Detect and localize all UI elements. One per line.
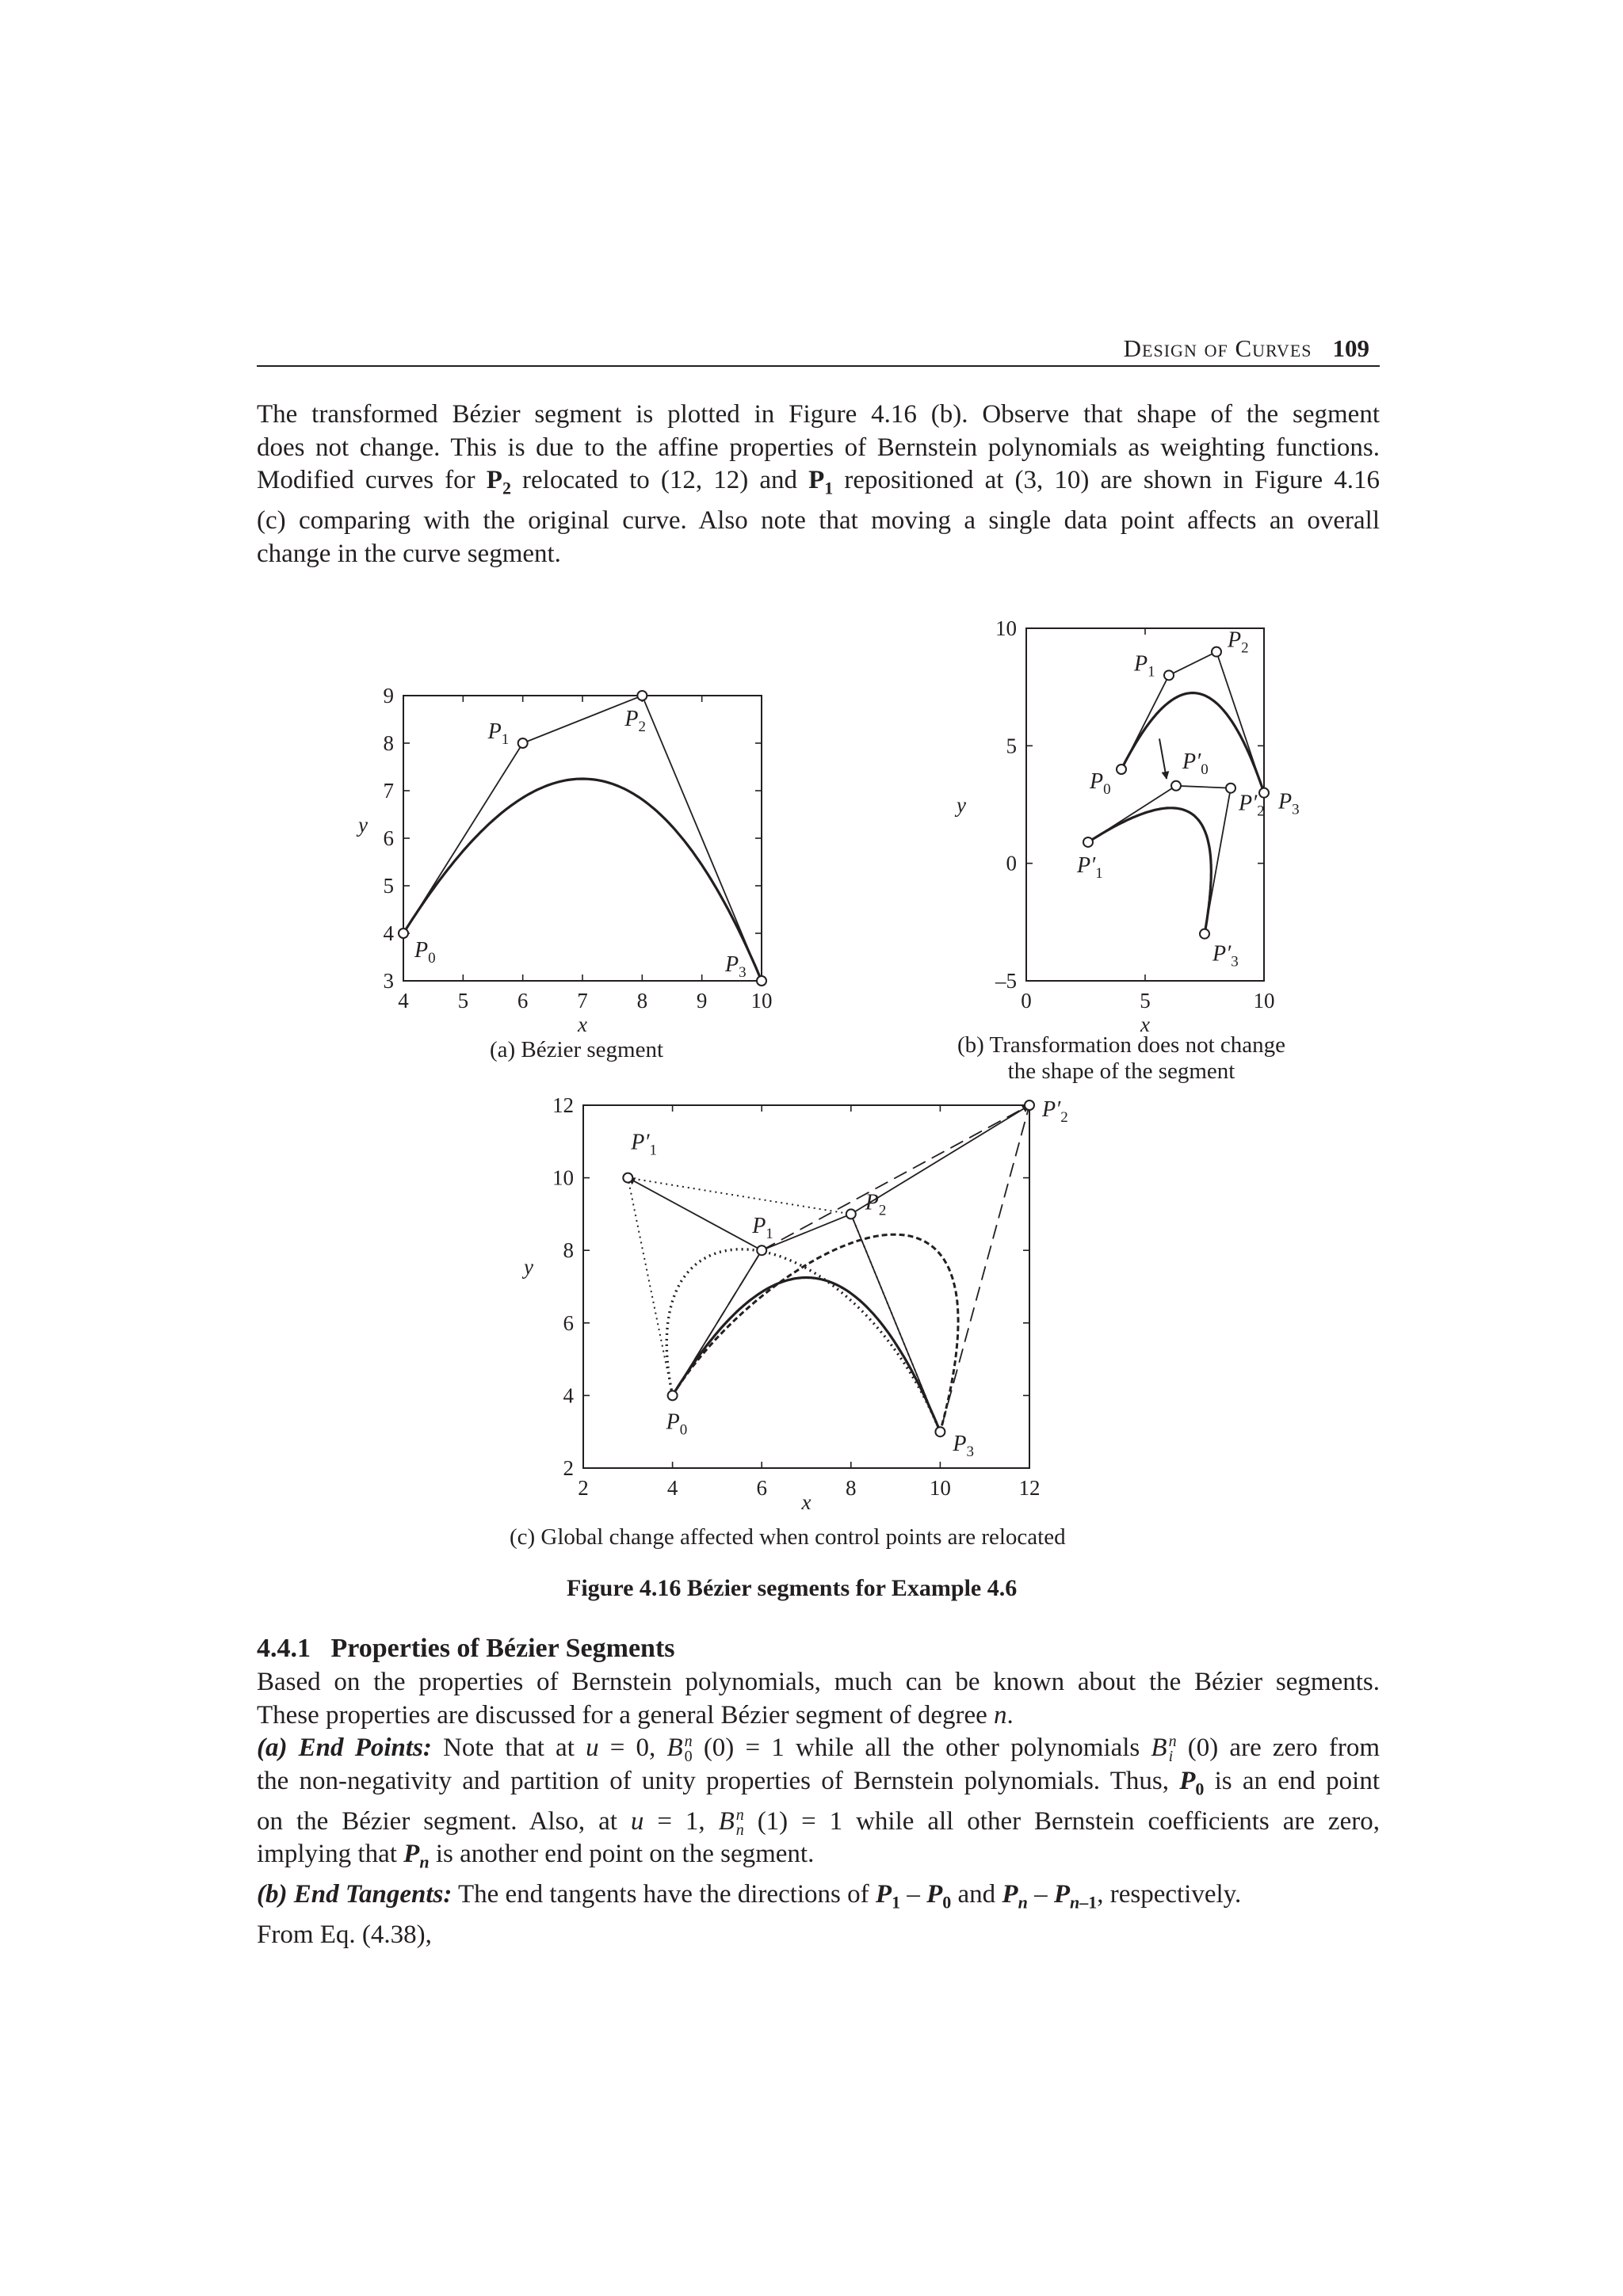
control-point-label: $P_1$	[487, 719, 510, 748]
intro-line: change in the curve segment.	[257, 539, 561, 568]
x-tick-label: 10	[929, 1476, 951, 1500]
control-point-marker	[846, 1209, 856, 1219]
control-point-label: $P_3$	[725, 952, 747, 981]
x-tick-label: 0	[1021, 989, 1032, 1013]
y-tick-label: 8	[563, 1238, 574, 1263]
control-point-label: $P_2$	[624, 707, 646, 735]
control-point-marker	[399, 929, 408, 938]
control-point-label: $P'_1$	[631, 1130, 658, 1159]
control-point-marker	[518, 738, 528, 748]
caption-b-line1: (b) Transformation does not change	[957, 1032, 1285, 1058]
body-line: the non-negativity and partition of unity properties of Bernstein polynomials. Thus, $P_0$ is an end point	[257, 1766, 1380, 1799]
control-point-marker	[623, 1173, 632, 1183]
body-line: These properties are discussed for a general Bézier segment of degree n.	[257, 1700, 1014, 1730]
body-line: From Eq. (4.38),	[257, 1920, 432, 1950]
control-point-label: $P'_2$	[1239, 791, 1265, 820]
y-tick-label: 6	[383, 826, 394, 850]
control-point-marker	[1164, 670, 1174, 680]
series-original-curve	[673, 1278, 941, 1432]
y-tick-label: 6	[563, 1310, 574, 1335]
series-transformed-curve	[1088, 808, 1211, 934]
intro-line: (c) comparing with the original curve. Also note that moving a single data point affects an overall	[257, 506, 1380, 536]
text-run: Modified curves for	[257, 466, 487, 494]
chart-b	[954, 616, 1300, 1036]
chart-a	[356, 684, 772, 1036]
y-tick-label: –5	[995, 969, 1017, 993]
series-original-polygon	[673, 1214, 941, 1432]
x-axis-label: x	[578, 1013, 587, 1036]
intro-line: does not change. This is due to the affine properties of Bernstein polynomials as weighting functions.	[257, 433, 1380, 462]
section-heading	[257, 1634, 675, 1664]
y-tick-label: 12	[552, 1093, 574, 1117]
y-tick-label: 5	[383, 874, 394, 898]
y-tick-label: 4	[383, 921, 394, 945]
running-title: Design of Curves	[1123, 334, 1312, 362]
x-tick-label: 6	[756, 1476, 767, 1500]
section-title: Properties of Bézier Segments	[330, 1634, 675, 1663]
control-point-marker	[1117, 765, 1126, 774]
control-point-marker	[757, 976, 766, 986]
end-points-label: (a) End Points:	[257, 1733, 432, 1762]
y-tick-label: 10	[995, 616, 1017, 640]
y-tick-label: 3	[383, 969, 394, 993]
body-line: implying that $P_n$ is another end point on the segment.	[257, 1840, 815, 1872]
point-p2: $P_2$	[486, 466, 511, 498]
control-point-marker	[1025, 1100, 1034, 1110]
page-number: 109	[1332, 334, 1369, 362]
y-tick-label: 7	[383, 779, 394, 803]
control-point-marker	[637, 691, 647, 700]
y-tick-label: 10	[552, 1165, 574, 1190]
control-point-label: $P'_0$	[1182, 749, 1209, 778]
control-point-marker	[757, 1245, 766, 1255]
control-point-label: $P_1$	[1134, 651, 1155, 681]
y-axis-label: y	[957, 793, 966, 817]
y-axis-label: y	[524, 1255, 533, 1279]
control-point-label: $P_0$	[1090, 769, 1111, 798]
control-point-marker	[1212, 647, 1221, 657]
series-original-curve	[1121, 693, 1264, 793]
text-run: repositioned at (3, 10) are shown in Figure 4.16	[833, 466, 1380, 494]
body-line: on the Bézier segment. Also, at u = 1, B n n (1) = 1 while all other Bernstein coefficients are zero,	[257, 1806, 1380, 1840]
body-text	[257, 1666, 1380, 1952]
end-points-line: (a) End Points: Note that at u = 0, B n 0 (0) = 1 while all the other polynomials B n i (0) are zero from	[257, 1733, 1380, 1766]
x-tick-label: 8	[846, 1476, 857, 1500]
caption-a: (a) Bézier segment	[490, 1037, 664, 1062]
x-tick-label: 4	[398, 989, 409, 1013]
intro-line: The transformed Bézier segment is plotted in Figure 4.16 (b). Observe that shape of the segment	[257, 400, 1380, 429]
control-point-marker	[1171, 781, 1181, 791]
control-point-label: $P_2$	[865, 1190, 887, 1219]
body-line: Based on the properties of Bernstein polynomials, much can be known about the Bézier segments.	[257, 1668, 1380, 1696]
control-point-marker	[668, 1390, 678, 1400]
x-tick-label: 7	[577, 989, 588, 1013]
control-point-label: $P_2$	[1228, 627, 1249, 657]
control-point-marker	[935, 1427, 945, 1436]
y-axis-label: y	[358, 813, 368, 837]
x-tick-label: 2	[578, 1476, 589, 1500]
x-tick-label: 10	[1253, 989, 1275, 1013]
x-tick-label: 9	[696, 989, 708, 1013]
figure-title: Figure 4.16 Bézier segments for Example 4.6	[567, 1575, 1018, 1601]
y-tick-label: 9	[383, 684, 394, 707]
y-tick-label: 8	[383, 731, 394, 755]
x-axis-label: x	[1140, 1013, 1150, 1036]
x-tick-label: 12	[1018, 1476, 1041, 1500]
plot-frame	[403, 696, 762, 981]
series-p2-relocated-polygon	[673, 1105, 1029, 1432]
control-point-marker	[1226, 784, 1235, 793]
series-p1-move	[628, 1178, 762, 1251]
caption-b	[955, 1032, 1288, 1085]
x-tick-label: 6	[517, 989, 529, 1013]
x-tick-label: 8	[636, 989, 648, 1013]
x-tick-label: 5	[1140, 989, 1151, 1013]
control-point-label: $P'_3$	[1212, 941, 1239, 971]
y-tick-label: 2	[563, 1456, 574, 1480]
x-tick-label: 4	[666, 1476, 678, 1500]
control-point-label: $P_0$	[414, 938, 436, 967]
x-tick-label: 10	[750, 989, 773, 1013]
point-p1: $P_1$	[808, 466, 834, 498]
control-point-label: $P'_2$	[1042, 1097, 1068, 1126]
section-number: 4.4.1	[257, 1634, 311, 1663]
caption-c: (c) Global change affected when control points are relocated	[510, 1524, 1066, 1550]
y-tick-label: 5	[1006, 734, 1017, 758]
y-tick-label: 0	[1006, 851, 1017, 875]
control-point-label: $P'_1$	[1077, 852, 1103, 882]
transform-arrow	[1159, 738, 1167, 778]
series-b-zier-curve	[403, 779, 762, 981]
x-axis-label: x	[801, 1490, 812, 1514]
y-tick-label: 4	[563, 1383, 574, 1408]
control-point-label: $P_3$	[1278, 789, 1300, 818]
text-run: relocated to (12, 12) and	[510, 466, 809, 494]
end-tangents-label: (b) End Tangents:	[257, 1880, 453, 1909]
control-point-label: $P_1$	[752, 1214, 773, 1243]
control-point-marker	[1083, 837, 1093, 847]
caption-b-line2: the shape of the segment	[1007, 1058, 1235, 1084]
control-point-marker	[1200, 929, 1209, 939]
end-tangents-line: (b) End Tangents: The end tangents have the directions of $P_1 - P_0$ and $P_n - P_{n-1}$, respectively.	[257, 1880, 1242, 1913]
x-tick-label: 5	[457, 989, 469, 1013]
control-point-label: $P_3$	[953, 1432, 975, 1461]
chart-c	[521, 1093, 1068, 1514]
control-point-marker	[1259, 788, 1269, 798]
series-control-polygon	[403, 696, 762, 981]
control-point-label: $P_0$	[666, 1409, 688, 1439]
